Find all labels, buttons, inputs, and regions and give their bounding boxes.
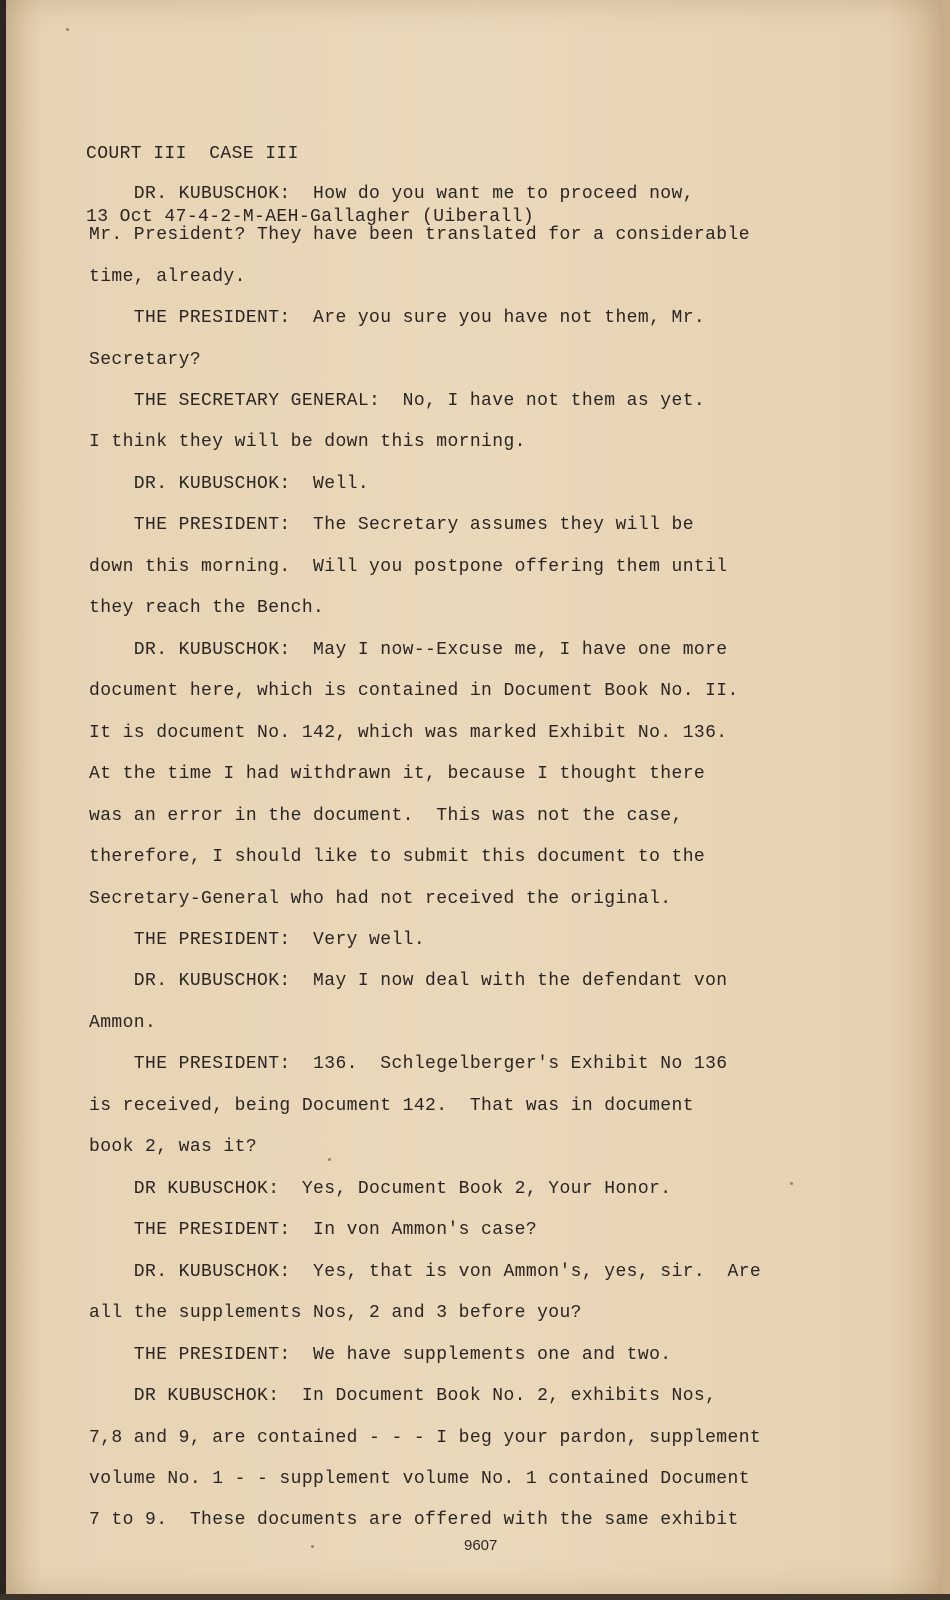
transcript-line: down this morning. Will you postpone offering them until [89,557,728,577]
transcript-line: DR. KUBUSCHOK: Well. [89,474,370,494]
transcript-line: 7 to 9. These documents are offered with the same exhibit [89,1510,739,1530]
transcript-line: THE PRESIDENT: 136. Schlegelberger's Exhibit No 136 [89,1054,728,1074]
transcript-line: DR. KUBUSCHOK: May I now--Excuse me, I have one more [89,640,728,660]
transcript-line: therefore, I should like to submit this document to the [89,847,706,867]
page-number: 9607 [464,1537,498,1554]
header-court-case: COURT III CASE III [86,144,299,164]
transcript-page [6,0,942,1594]
transcript-line: THE PRESIDENT: The Secretary assumes they will be [89,515,694,535]
transcript-line: At the time I had withdrawn it, because I thought there [89,764,706,784]
paper-speck [790,1182,793,1185]
transcript-line: THE PRESIDENT: We have supplements one and two. [89,1345,672,1365]
transcript-line: document here, which is contained in Document Book No. II. [89,681,739,701]
paper-speck [311,1545,314,1548]
transcript-line: THE PRESIDENT: Are you sure you have not them, Mr. [89,308,706,328]
transcript-line: THE PRESIDENT: Very well. [89,930,426,950]
transcript-line: volume No. 1 - - supplement volume No. 1 contained Document [89,1469,750,1489]
transcript-line: 7,8 and 9, are contained - - - I beg your pardon, supplement [89,1428,762,1448]
transcript-line: DR KUBUSCHOK: Yes, Document Book 2, Your Honor. [89,1179,672,1199]
transcript-line: DR. KUBUSCHOK: How do you want me to proceed now, [89,184,694,204]
scan-bottom-edge [0,1594,950,1600]
transcript-line: was an error in the document. This was not the case, [89,806,683,826]
transcript-line: all the supplements Nos, 2 and 3 before you? [89,1303,582,1323]
transcript-line: time, already. [89,267,246,287]
transcript-line: Mr. President? They have been translated for a considerable [89,225,750,245]
header-date-reporter: 13 Oct 47-4-2-M-AEH-Gallagher (Uiberall) [86,207,535,227]
transcript-line: THE SECRETARY GENERAL: No, I have not them as yet. [89,391,706,411]
transcript-line: Ammon. [89,1013,157,1033]
transcript-line: book 2, was it? [89,1137,258,1157]
transcript-line: Secretary-General who had not received the original. [89,889,672,909]
transcript-line: DR. KUBUSCHOK: Yes, that is von Ammon's, yes, sir. Are [89,1262,762,1282]
paper-speck [328,1158,331,1161]
paper-speck [66,28,69,31]
transcript-line: Secretary? [89,350,202,370]
transcript-line: is received, being Document 142. That was in document [89,1096,694,1116]
scan-right-edge [942,0,950,1600]
transcript-line: DR. KUBUSCHOK: May I now deal with the defendant von [89,971,728,991]
transcript-line: DR KUBUSCHOK: In Document Book No. 2, exhibits Nos, [89,1386,717,1406]
transcript-line: I think they will be down this morning. [89,432,526,452]
transcript-line: THE PRESIDENT: In von Ammon's case? [89,1220,538,1240]
transcript-line: It is document No. 142, which was marked Exhibit No. 136. [89,723,728,743]
transcript-line: they reach the Bench. [89,598,325,618]
